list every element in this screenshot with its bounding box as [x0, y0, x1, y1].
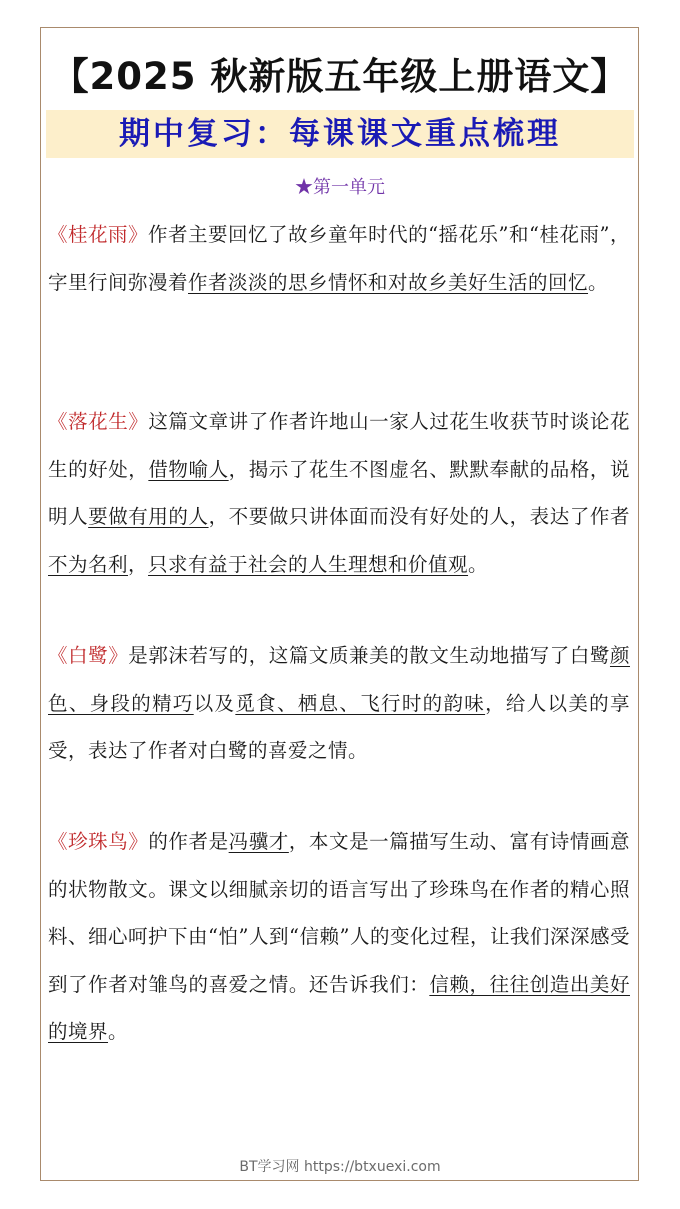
subtitle-text: 期中复习：每课课文重点梳理 [119, 116, 561, 152]
text-segment: 这篇文章讲了作者许地山一家人过花生收获节时谈论花生的好处， [48, 410, 630, 481]
text-segment: 。 [588, 270, 609, 294]
unit-heading: ★第一单元 [295, 177, 385, 198]
key-point: 不为名利 [48, 552, 129, 576]
text-segment: 是郭沫若写的，这篇文质兼美的散文生动地描写了白鹭 [128, 644, 610, 667]
footer-watermark: BT学习网 https://btxuexi.com [239, 1159, 441, 1175]
document-title: 【2025 秋新版五年级上册语文】 [51, 55, 629, 98]
text-segment: ，给人以美的享受，表达了作者对白鹭的喜爱之情。 [48, 691, 630, 762]
lesson-title: 《白鹭》 [48, 644, 129, 667]
text-segment: ， [128, 552, 149, 576]
text-segment: ，本文是一篇描写生动、富有诗情画意的状物散文。课文以细腻亲切的语言写出了珍珠鸟在作者的精心照料、细心呵护下由“怕”人到“信赖”人的变化过程，让我们深深感受到了作者对雏鸟的喜爱之情。还告诉我们： [48, 830, 630, 996]
subtitle-banner [46, 110, 634, 158]
lesson-section-bailu [48, 632, 630, 775]
lesson-title: 《珍珠鸟》 [48, 830, 149, 853]
text-segment: ，不要做只讲体面而没有好处的人，表达了作者 [208, 505, 630, 528]
lesson-section-zhenzhuniao [48, 818, 630, 1056]
text-segment: ，揭示了花生不图虚名、默默奉献的品格，说明人 [48, 457, 630, 528]
key-point: 作者淡淡的思乡情怀和对故乡美好生活的回忆 [188, 270, 589, 294]
text-segment: 。 [108, 1020, 129, 1043]
key-point: 颜色、身段的精巧 [48, 644, 630, 715]
text-segment: 以及 [193, 691, 236, 715]
key-point: 只求有益于社会的人生理想和价值观 [148, 552, 469, 576]
lesson-section-guihuayu [48, 211, 630, 306]
key-point: 借物喻人 [148, 457, 229, 481]
key-point: 冯骥才 [228, 830, 289, 853]
text-segment: 作者主要回忆了故乡童年时代的“摇花乐”和“桂花雨”，字里行间弥漫着 [48, 223, 630, 294]
text-segment: 。 [468, 552, 489, 576]
key-point: 要做有用的人 [88, 505, 209, 528]
lesson-section-luohuasheng [48, 398, 630, 588]
text-segment: 的作者是 [148, 830, 229, 853]
key-point: 觅食、栖息、飞行时的韵味 [235, 691, 486, 715]
lesson-title: 《桂花雨》 [48, 223, 149, 246]
key-point: 信赖，往往创造出美好的境界 [48, 972, 630, 1043]
lesson-title: 《落花生》 [48, 410, 149, 433]
